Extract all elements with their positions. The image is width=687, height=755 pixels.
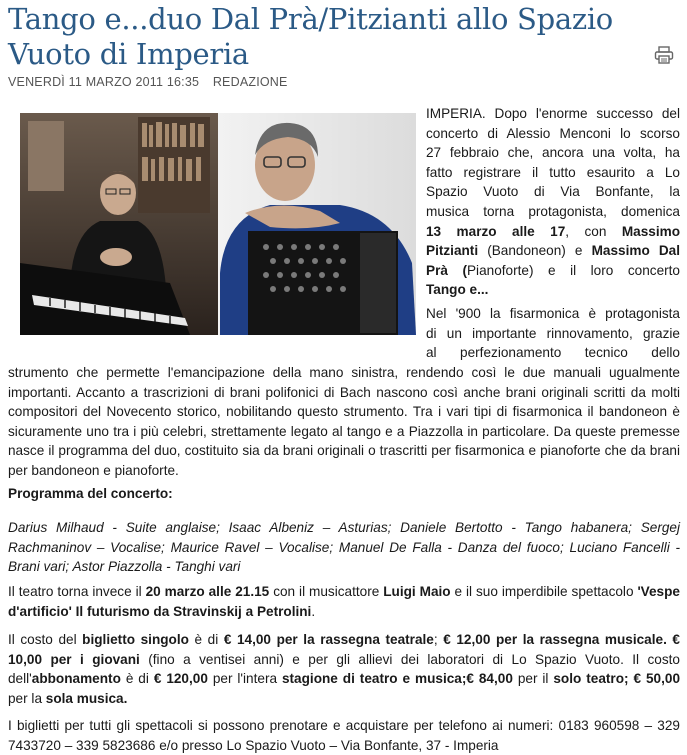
theatre-text: Il teatro torna invece il [8, 584, 146, 599]
intro-text: (Bandoneon) e [478, 243, 592, 259]
price-value: € 12,00 per la rassegna musicale. € 10,00 per i giovani [8, 632, 680, 667]
performer-name: Prà [426, 262, 448, 278]
printer-icon[interactable] [654, 46, 674, 64]
article-title: Tango e...duo Dal Prà/Pitzianti allo Spazio Vuoto di Imperia [8, 2, 613, 71]
program-list: Darius Milhaud - Suite anglaise; Isaac Albeniz – Asturias; Daniele Bertotto - Tango habanera; Sergej Rachmaninov – Vocalise; Maurice Ravel – Vocalise; Manuel De Falla - Danza del fuoco; Luciano Fancelli - Brani vari; Astor Piazzolla - Tanghi vari [8, 520, 680, 575]
intro-line: Spazio Vuoto di Via Bonfante, la [426, 184, 680, 200]
actor-name: Luigi Maio [383, 584, 451, 599]
intro-line [426, 222, 680, 242]
prices-paragraph [8, 630, 680, 708]
price-text: per l'intera [207, 671, 282, 687]
price-text: ; [624, 671, 634, 687]
theatre-text: e il suo imperdibile spettacolo [450, 584, 638, 599]
theatre-paragraph [8, 582, 680, 621]
intro-text: ( [447, 262, 467, 278]
price-label: solo teatro [553, 671, 625, 687]
theatre-date: 20 marzo alle 21.15 [145, 584, 270, 599]
history-line: al perfezionamento tecnico dello [426, 345, 680, 361]
intro-line: IMPERIA. Dopo l'enorme successo del [426, 106, 680, 121]
history-paragraph-top [426, 304, 680, 363]
price-text: (fino a ventisei anni) e per gli allievi dei laboratori di Lo Spazio Vuoto. Il costo dell' [8, 651, 680, 687]
intro-line: fatto registrare il tutto esaurito a Lo [426, 164, 680, 180]
price-text: per il [512, 671, 554, 687]
price-value: € 14,00 per la rassegna teatrale [223, 632, 434, 647]
history-paragraph: strumento che permette l'emancipazione della mano sinistra, rendendo così le due manuali ugualmente importanti. Accanto a trascrizioni di brani polifonici di Bach nascono così anche brani originali scritti da molti compositori del Novecento storico, nobilitando questo strumento. Tra i vari tipi di fisarmonica il bandoneon è sicuramente uno tra i più celebri, strettamente legato al tango e a Piazzolla in particolare. Da queste premesse nasce il programma del duo, costituito sia da brani originali o trascritti per fisarmonica e pianoforte che da brani per bandoneon e pianoforte. [8, 365, 680, 478]
concert-date: 13 marzo alle 17 [426, 223, 566, 239]
history-line: Nel '900 la fisarmonica è protagonista [426, 306, 680, 321]
intro-line: musica torna protagonista, domenica [426, 203, 680, 219]
intro-text: , con [565, 223, 622, 239]
theatre-text: . [311, 603, 316, 619]
price-text: è di [120, 671, 154, 687]
intro-text: Pianoforte) e il loro concerto [466, 262, 680, 278]
article-author: REDAZIONE [212, 75, 288, 89]
theatre-text: con il musicattore [269, 584, 384, 599]
price-text: ; [433, 632, 444, 647]
price-text: Il costo del [8, 632, 83, 647]
intro-line [426, 241, 680, 261]
price-value: € 84,00 [466, 671, 513, 687]
article-byline [8, 75, 298, 89]
show-title: 'Vespe d'artificio' Il futurismo da Stravinskij a Petrolini [8, 584, 680, 619]
intro-line: concerto di Alessio Menconi lo scorso [426, 125, 680, 141]
history-line: di un importante rinnovamento, grazie [426, 325, 680, 341]
price-text: ; [461, 671, 467, 687]
price-label: stagione di teatro e musica [281, 671, 462, 687]
price-value: € 50,00 [633, 671, 681, 687]
tickets-paragraph: I biglietti per tutti gli spettacoli si possono prenotare e acquistare per telefono ai numeri: 0183 960598 – 329 7433720 – 339 5823686 e/o presso Lo Spazio Vuoto – Via Bonfante, 37 - Imperia [8, 718, 680, 753]
performer-name: Massimo [621, 223, 680, 239]
price-value: € 120,00 [153, 671, 208, 687]
price-label: sola musica. [45, 690, 128, 706]
musicians-photo [20, 113, 416, 335]
intro-line: 27 febbraio che, ancora una volta, ha [426, 145, 680, 161]
program-heading-text: Programma del concerto: [8, 486, 173, 501]
price-label: biglietto singolo [82, 632, 189, 647]
concert-title: Tango e... [426, 282, 489, 298]
article-date: VENERDÌ 11 MARZO 2011 16:35 [8, 75, 200, 89]
price-text: per la [8, 690, 46, 706]
program-heading [8, 484, 680, 504]
performer-name: Pitzianti [426, 243, 479, 259]
performer-name: Massimo Dal [591, 243, 680, 259]
price-label: abbonamento [31, 671, 121, 687]
intro-paragraph [426, 104, 680, 300]
intro-line [426, 261, 680, 281]
price-text: è di [188, 632, 224, 647]
